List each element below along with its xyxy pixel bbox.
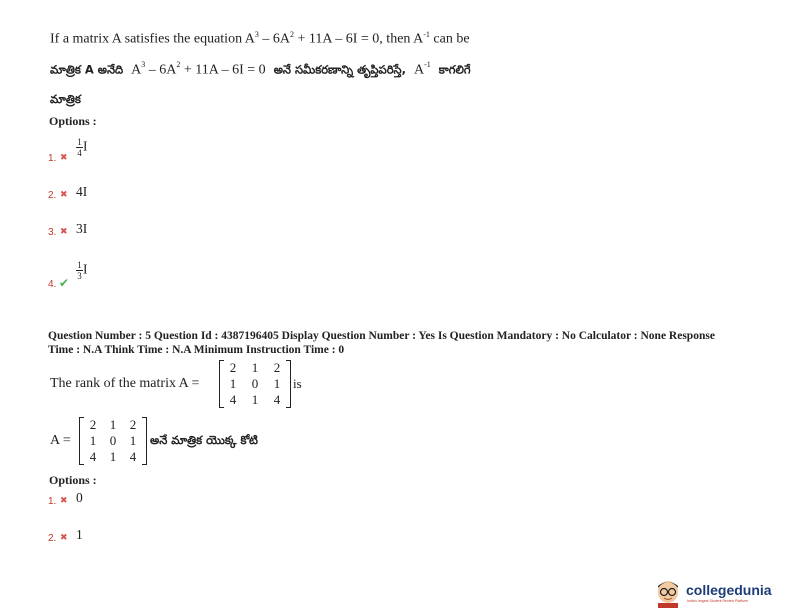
option-number: 1. [48, 153, 57, 164]
q4-options-label: Options : [49, 114, 97, 128]
wrong-mark-icon: ✖ [60, 153, 68, 163]
q5-telugu-prefix: A = [50, 433, 71, 448]
option-number: 2. [48, 533, 57, 544]
collegedunia-logo: collegedunia India's largest Student Review Platform [652, 578, 788, 608]
q5-matrix-telugu: 2 1 2 1 0 1 4 1 4 [79, 417, 147, 465]
q4-stem-telugu: మాత్రిక A అనేది $A^3 - 6A^2 + 11A - 6I = 0$ అనే సమీకరణాన్ని తృప్తిపరిస్తే, $A^{-1}$ కాగలిగే [50, 60, 471, 78]
q5-matrix: 2 1 2 1 0 1 4 1 4 [219, 360, 291, 408]
wrong-mark-icon: ✖ [60, 496, 68, 506]
q5-metadata-line1: Question Number : 5 Question Id : 4387196405 Display Question Number : Yes Is Question Mandatory : No Calculator : None Response [48, 330, 715, 342]
wrong-mark-icon: ✖ [60, 533, 68, 543]
correct-check-icon: ✔ [59, 276, 70, 290]
q5-options-label: Options : [49, 473, 97, 487]
option-number: 2. [48, 190, 57, 201]
q5-metadata-line2: Time : N.A Think Time : N.A Minimum Instruction Time : 0 [48, 344, 345, 356]
q4-stem-telugu-line2: మాత్రిక [50, 92, 81, 106]
option-number: 1. [48, 496, 57, 507]
mascot-icon [652, 578, 684, 608]
wrong-mark-icon: ✖ [60, 227, 68, 237]
option-number: 3. [48, 227, 57, 238]
q5-stem-prefix: The rank of the matrix A = [50, 376, 200, 391]
q5-stem-suffix: is [293, 376, 302, 391]
option-number: 4. [48, 279, 57, 290]
wrong-mark-icon: ✖ [60, 190, 68, 200]
q4-stem-english: If a matrix A satisfies the equation $A^3 - 6A^2 + 11A - 6I = 0$, then $A^{-1}$ can be [50, 30, 470, 47]
q5-telugu-suffix: అనే మాత్రిక యొక్క కోటి [150, 433, 258, 447]
